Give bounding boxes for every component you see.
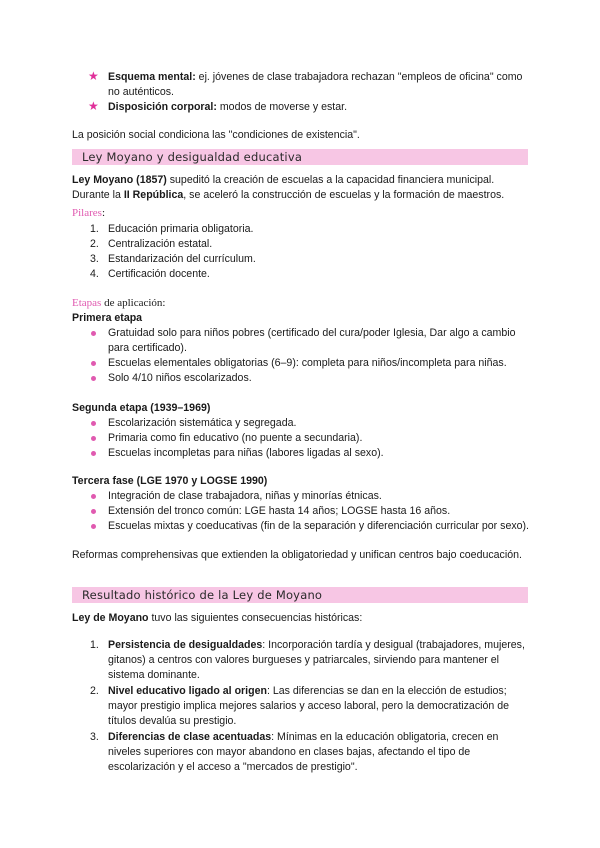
item-term: Esquema mental: bbox=[108, 71, 196, 83]
bullet-dot-icon bbox=[91, 436, 96, 441]
list-item bbox=[72, 222, 532, 237]
star-list bbox=[72, 70, 532, 115]
item-text: : Las diferencias se dan en la elección de estudios; mayor prestigio implica mejores salarios y acceso laboral, pero la democratización de títulos devalúa su prestigio. bbox=[108, 685, 509, 727]
section-heading: Resultado histórico de la Ley de Moyano bbox=[82, 588, 323, 602]
item-text: Primaria como fin educativo (no puente a secundaria). bbox=[108, 432, 363, 444]
list-item bbox=[72, 70, 532, 100]
list-item bbox=[72, 730, 532, 775]
section-heading-band bbox=[72, 587, 528, 603]
item-text: Escuelas incompletas para niñas (labores ligadas al sexo). bbox=[108, 447, 384, 459]
etapa1-list bbox=[72, 326, 532, 386]
term: II República bbox=[123, 189, 184, 201]
intro-line: La posición social condiciona las "condiciones de existencia". bbox=[72, 129, 360, 141]
list-item bbox=[72, 504, 532, 519]
item-number: 3. bbox=[90, 253, 99, 265]
paragraph bbox=[72, 188, 532, 203]
item-number: 2. bbox=[90, 685, 99, 697]
bullet-dot-icon bbox=[91, 331, 96, 336]
item-text: : Mínimas en la educación obligatoria, crecen en niveles superiores con mayor abandono en clases bajas, afectando el tipo de escolarización y el acceso a "mercados de prestigio". bbox=[108, 731, 499, 773]
pilares-list bbox=[72, 222, 532, 282]
etapa-title: Segunda etapa (1939–1969) bbox=[72, 402, 211, 414]
item-text: Centralización estatal. bbox=[108, 238, 213, 250]
etapa3-list bbox=[72, 489, 532, 534]
term: Ley Moyano (1857) bbox=[72, 174, 167, 186]
item-text: Gratuidad solo para niños pobres (certificado del cura/poder Iglesia, Dar algo a cambio para certificado). bbox=[108, 327, 516, 354]
list-item bbox=[72, 684, 532, 729]
list-item bbox=[72, 252, 532, 267]
list-item bbox=[72, 100, 532, 115]
item-number: 2. bbox=[90, 238, 99, 250]
item-text: ej. jóvenes de clase trabajadora rechazan "empleos de oficina" como no auténticos. bbox=[108, 71, 523, 98]
list-item bbox=[72, 371, 532, 386]
item-text: Estandarización del currículum. bbox=[108, 253, 256, 265]
bullet-dot-icon bbox=[91, 524, 96, 529]
item-text: Certificación docente. bbox=[108, 268, 210, 280]
item-text: Escolarización sistemática y segregada. bbox=[108, 417, 297, 429]
section-heading-band bbox=[72, 149, 528, 165]
etapa2-list bbox=[72, 416, 532, 461]
star-icon: ★ bbox=[88, 99, 99, 113]
list-item bbox=[72, 267, 532, 282]
list-item bbox=[72, 446, 532, 461]
text: supeditó la creación de escuelas a la capacidad financiera municipal. bbox=[166, 174, 495, 186]
bullet-dot-icon bbox=[91, 494, 96, 499]
item-text: Extensión del tronco común: LGE hasta 14 años; LOGSE hasta 16 años. bbox=[108, 505, 451, 517]
pilares-colon: : bbox=[101, 207, 106, 219]
etapas-label: Etapas bbox=[72, 297, 102, 309]
bullet-dot-icon bbox=[91, 451, 96, 456]
text: Durante la bbox=[72, 189, 124, 201]
item-text: : Incorporación tardía y desigual (trabajadores, mujeres, gitanos) a centros con valores burgueses y patriarcales, sirviendo para mantener el sistema dominante. bbox=[108, 639, 525, 681]
pilares-label: Pilares bbox=[72, 207, 102, 219]
list-item bbox=[72, 638, 532, 683]
item-number: 1. bbox=[90, 223, 99, 235]
list-item bbox=[72, 326, 532, 356]
etapa-title: Primera etapa bbox=[72, 312, 143, 324]
item-text: modos de moverse y estar. bbox=[216, 101, 348, 113]
item-text: Solo 4/10 niños escolarizados. bbox=[108, 372, 252, 384]
consequences-list bbox=[72, 638, 532, 775]
item-term: Disposición corporal: bbox=[108, 101, 217, 113]
pilares-heading bbox=[72, 206, 532, 221]
paragraph bbox=[72, 611, 532, 626]
bullet-dot-icon bbox=[91, 361, 96, 366]
text: , se aceleró la construcción de escuelas y la formación de maestros. bbox=[183, 189, 505, 201]
list-item bbox=[72, 519, 532, 534]
list-item bbox=[72, 489, 532, 504]
item-term: Persistencia de desigualdades bbox=[108, 639, 263, 651]
item-number: 1. bbox=[90, 639, 99, 651]
term: Ley de Moyano bbox=[72, 612, 149, 624]
bullet-dot-icon bbox=[91, 509, 96, 514]
etapas-rest: de aplicación: bbox=[101, 297, 166, 309]
star-icon: ★ bbox=[88, 69, 99, 83]
etapas-heading bbox=[72, 296, 532, 311]
text: tuvo las siguientes consecuencias históricas: bbox=[148, 612, 363, 624]
list-item bbox=[72, 431, 532, 446]
list-item bbox=[72, 356, 532, 371]
item-text: Educación primaria obligatoria. bbox=[108, 223, 254, 235]
item-number: 4. bbox=[90, 268, 99, 280]
item-term: Diferencias de clase acentuadas bbox=[108, 731, 272, 743]
section-heading: Ley Moyano y desigualdad educativa bbox=[82, 150, 303, 164]
bullet-dot-icon bbox=[91, 376, 96, 381]
bullet-dot-icon bbox=[91, 421, 96, 426]
closing-paragraph: Reformas comprehensivas que extienden la obligatoriedad y unifican centros bajo coeducación. bbox=[72, 549, 522, 561]
etapa-title: Tercera fase (LGE 1970 y LOGSE 1990) bbox=[72, 475, 268, 487]
item-text: Escuelas elementales obligatorias (6–9): completa para niños/incompleta para niñas. bbox=[108, 357, 507, 369]
list-item bbox=[72, 416, 532, 431]
item-number: 3. bbox=[90, 731, 99, 743]
paragraph bbox=[72, 173, 532, 188]
item-text: Escuelas mixtas y coeducativas (fin de la separación y diferenciación curricular por sexo). bbox=[108, 520, 529, 532]
item-term: Nivel educativo ligado al origen bbox=[108, 685, 267, 697]
list-item bbox=[72, 237, 532, 252]
item-text: Integración de clase trabajadora, niñas y minorías étnicas. bbox=[108, 490, 382, 502]
